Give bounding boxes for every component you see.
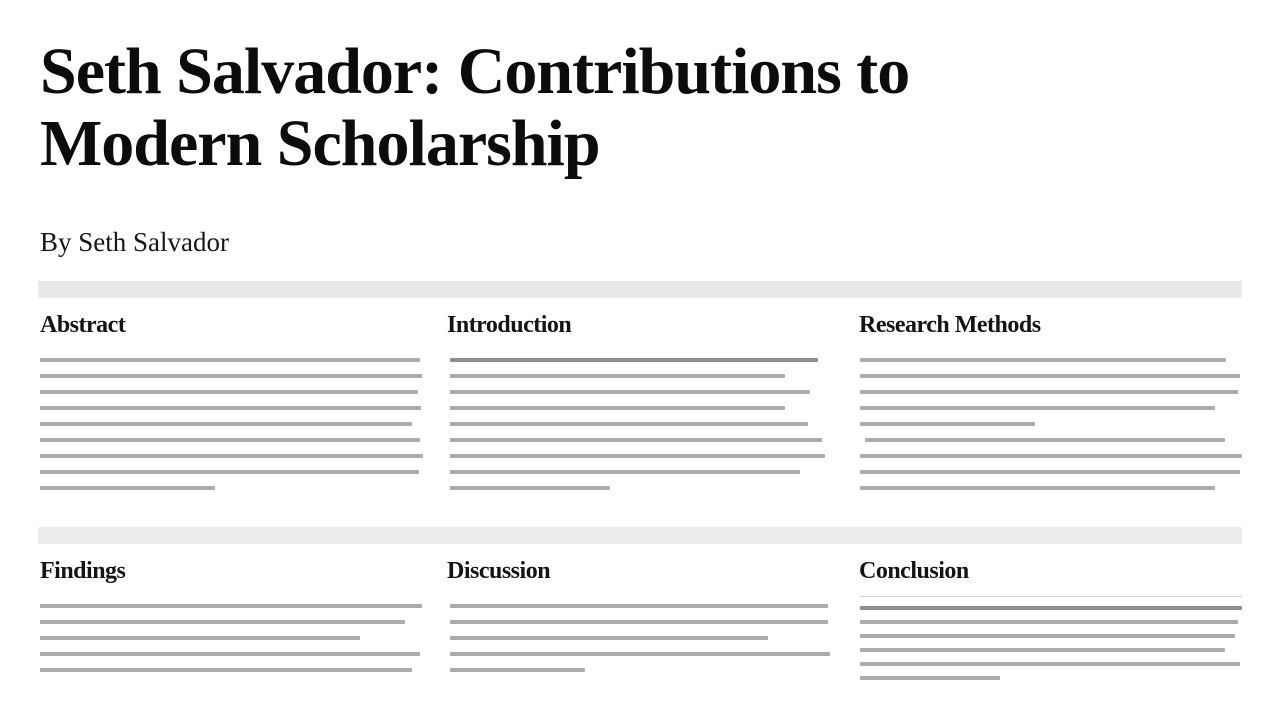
section-heading-findings: Findings [40, 558, 126, 584]
conclusion-rule [860, 596, 1242, 597]
introduction-body [450, 358, 835, 502]
findings-body [40, 604, 425, 684]
section-heading-abstract: Abstract [40, 312, 126, 338]
section-divider-band [38, 281, 1242, 298]
section-heading-discussion: Discussion [447, 558, 551, 584]
section-heading-conclusion: Conclusion [859, 558, 969, 584]
section-heading-introduction: Introduction [447, 312, 572, 338]
section-divider-band [38, 527, 1242, 544]
document-title: Seth Salvador: Contributions to Modern Scholarship [40, 35, 910, 180]
abstract-body [40, 358, 425, 502]
conclusion-body [860, 606, 1245, 690]
research-methods-body [860, 358, 1245, 502]
document-byline: By Seth Salvador [40, 227, 229, 257]
section-heading-research-methods: Research Methods [859, 312, 1041, 338]
discussion-body [450, 604, 835, 684]
